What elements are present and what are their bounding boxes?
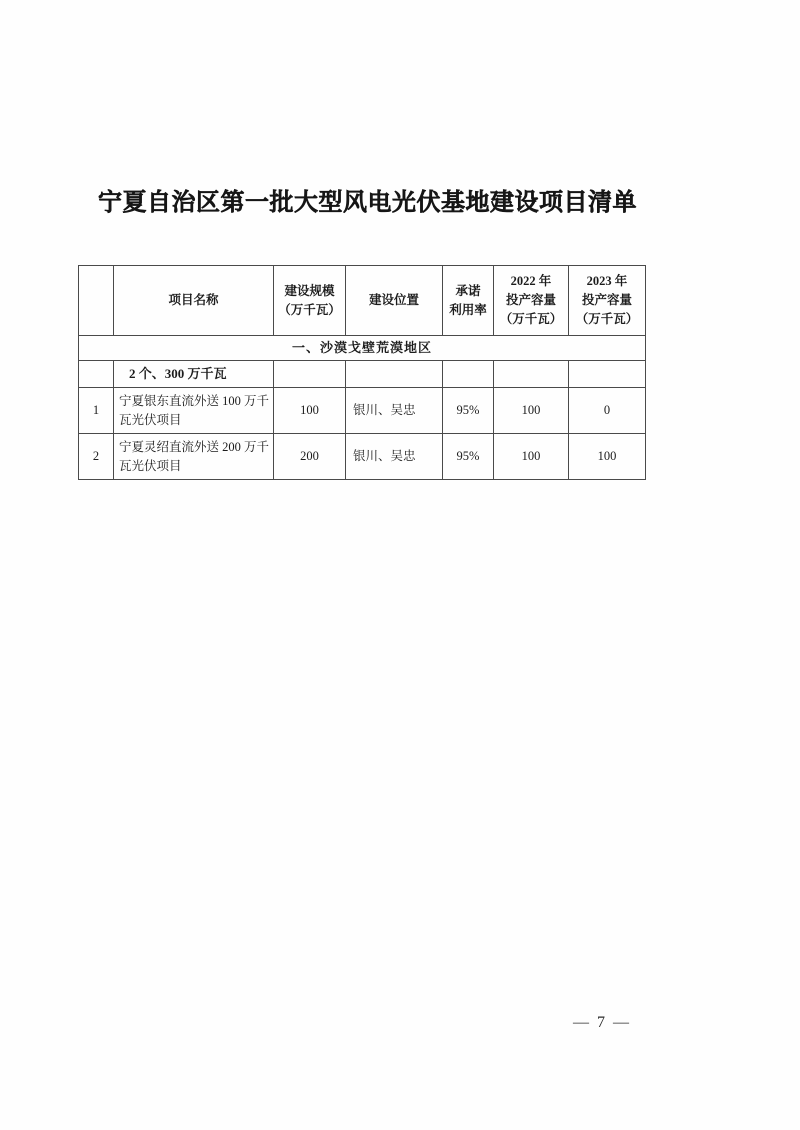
cap-2022-value: 100	[494, 434, 569, 480]
header-label: 利用率	[449, 302, 487, 317]
summary-empty-cell	[274, 361, 346, 388]
rate-value: 95%	[443, 388, 494, 434]
section-title: 一、沙漠戈壁荒漠地区	[79, 336, 646, 361]
rate-value: 95%	[443, 434, 494, 480]
scale-value: 200	[274, 434, 346, 480]
header-label: （万千瓦）	[499, 311, 563, 326]
header-cell-cap-2023	[569, 266, 646, 336]
page-number: — 7 —	[573, 1014, 631, 1031]
cap-2023-value: 0	[569, 388, 646, 434]
header-label: 2023 年	[586, 274, 628, 289]
header-cell-location	[346, 266, 443, 336]
header-cell-project-name	[114, 266, 274, 336]
summary-row	[79, 361, 646, 388]
section-row	[79, 336, 646, 361]
summary-empty-cell	[569, 361, 646, 388]
row-number: 1	[79, 388, 114, 434]
table-header-row	[79, 266, 646, 336]
project-table	[78, 265, 646, 480]
table-row	[79, 434, 646, 480]
header-cell-rate	[443, 266, 494, 336]
header-label: （万千瓦）	[278, 302, 341, 317]
page-title: 宁夏自治区第一批大型风电光伏基地建设项目清单	[98, 190, 637, 216]
project-name: 宁夏银东直流外送 100 万千瓦光伏项目	[114, 388, 274, 434]
header-cell-scale	[274, 266, 346, 336]
header-label: 承诺	[455, 283, 481, 298]
summary-label: 2 个、300 万千瓦	[114, 361, 274, 388]
header-label: 投产容量	[505, 293, 556, 308]
header-label: 建设规模	[284, 283, 335, 298]
scale-value: 100	[274, 388, 346, 434]
location-value: 银川、吴忠	[346, 388, 443, 434]
table-row	[79, 388, 646, 434]
header-label: 建设位置	[368, 293, 419, 308]
summary-empty-cell	[346, 361, 443, 388]
header-label: 项目名称	[168, 293, 219, 308]
header-label: （万千瓦）	[575, 311, 639, 326]
summary-empty-cell	[494, 361, 569, 388]
row-number: 2	[79, 434, 114, 480]
header-cell-index	[79, 266, 114, 336]
cap-2022-value: 100	[494, 388, 569, 434]
cap-2023-value: 100	[569, 434, 646, 480]
summary-empty-cell	[79, 361, 114, 388]
location-value: 银川、吴忠	[346, 434, 443, 480]
header-label: 2022 年	[510, 274, 552, 289]
header-label: 投产容量	[581, 293, 632, 308]
summary-empty-cell	[443, 361, 494, 388]
project-name: 宁夏灵绍直流外送 200 万千瓦光伏项目	[114, 434, 274, 480]
header-cell-cap-2022	[494, 266, 569, 336]
